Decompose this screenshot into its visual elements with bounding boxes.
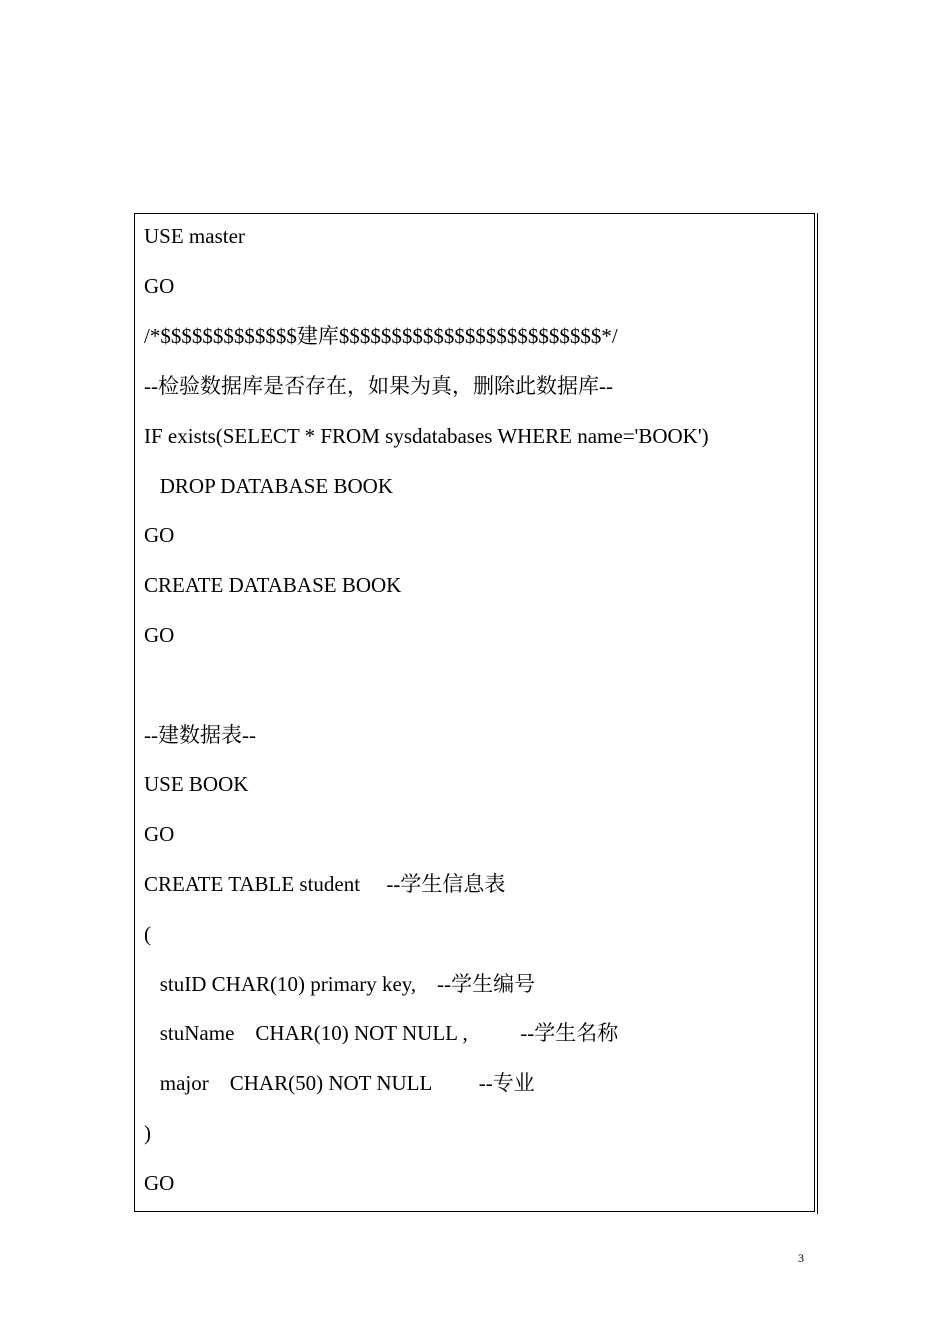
code-line: CREATE DATABASE BOOK: [144, 573, 402, 597]
code-line: stuName CHAR(10) NOT NULL , --学生名称: [144, 1021, 619, 1045]
code-line: GO: [144, 274, 175, 298]
code-line: --建数据表--: [144, 723, 256, 747]
code-line: major CHAR(50) NOT NULL --专业: [144, 1071, 535, 1095]
code-line: --检验数据库是否存在，如果为真，删除此数据库--: [144, 374, 613, 398]
code-line: GO: [144, 623, 175, 647]
code-line: GO: [144, 523, 175, 547]
code-block: [134, 213, 815, 1212]
code-line: DROP DATABASE BOOK: [144, 474, 393, 498]
code-line: GO: [144, 822, 175, 846]
code-line: USE master: [144, 224, 245, 248]
code-line: /*$$$$$$$$$$$$$建库$$$$$$$$$$$$$$$$$$$$$$$$$*/: [144, 324, 618, 348]
code-line: ): [144, 1121, 151, 1145]
code-line: GO: [144, 1171, 175, 1195]
code-line: IF exists(SELECT * FROM sysdatabases WHERE name='BOOK'): [144, 424, 709, 448]
page-number: 3: [798, 1251, 804, 1265]
code-line: USE BOOK: [144, 772, 249, 796]
code-line: stuID CHAR(10) primary key, --学生编号: [144, 972, 536, 996]
code-line: CREATE TABLE student --学生信息表: [144, 872, 506, 896]
code-line: (: [144, 922, 151, 946]
